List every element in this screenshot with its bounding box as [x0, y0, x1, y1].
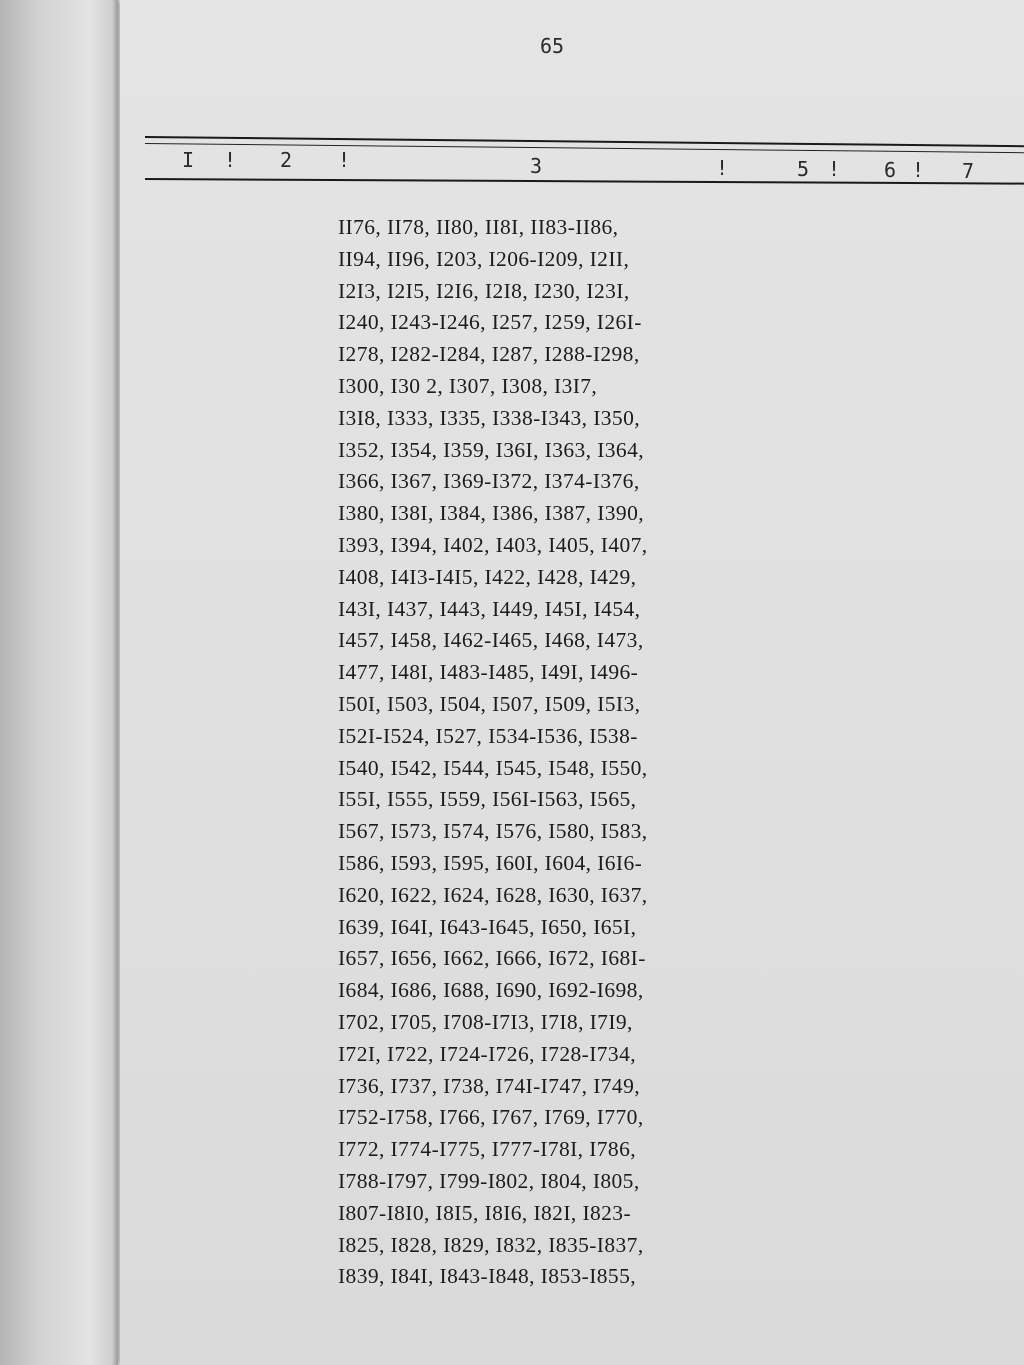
- list-line: I702, I705, I708-I7I3, I7I8, I7I9,: [338, 1009, 633, 1034]
- column-header-2: 2: [280, 148, 293, 172]
- list-line: II94, II96, I203, I206-I209, I2II,: [338, 246, 630, 271]
- column-header-5: 5: [797, 157, 810, 181]
- list-line: I240, I243-I246, I257, I259, I26I-: [338, 310, 642, 335]
- list-line: I72I, I722, I724-I726, I728-I734,: [338, 1041, 637, 1066]
- list-line: I366, I367, I369-I372, I374-I376,: [338, 469, 640, 494]
- number-list: [338, 212, 648, 1293]
- column-separator-5: !: [912, 158, 925, 182]
- list-line: I825, I828, I829, I832, I835-I837,: [338, 1232, 644, 1257]
- list-line: I620, I622, I624, I628, I630, I637,: [338, 882, 648, 907]
- list-line: I2I3, I2I5, I2I6, I2I8, I230, I23I,: [338, 278, 630, 303]
- list-line: I50I, I503, I504, I507, I509, I5I3,: [338, 691, 641, 716]
- list-line: I300, I30 2, I307, I308, I3I7,: [338, 373, 598, 398]
- list-line: I3I8, I333, I335, I338-I343, I350,: [338, 405, 641, 430]
- column-header-7: 7: [962, 159, 975, 183]
- list-line: I393, I394, I402, I403, I405, I407,: [338, 532, 648, 557]
- list-line: I839, I84I, I843-I848, I853-I855,: [338, 1264, 637, 1289]
- list-line: I352, I354, I359, I36I, I363, I364,: [338, 437, 644, 462]
- list-line: I278, I282-I284, I287, I288-I298,: [338, 342, 640, 367]
- list-line: I752-I758, I766, I767, I769, I770,: [338, 1105, 644, 1130]
- column-separator-3: !: [716, 156, 729, 180]
- left-page-edge: [0, 0, 118, 1365]
- list-line: I807-I8I0, I8I5, I8I6, I82I, I823-: [338, 1200, 632, 1225]
- list-line: I772, I774-I775, I777-I78I, I786,: [338, 1137, 637, 1162]
- list-line: I408, I4I3-I4I5, I422, I428, I429,: [338, 564, 637, 589]
- list-line: I52I-I524, I527, I534-I536, I538-: [338, 723, 638, 748]
- list-line: I639, I64I, I643-I645, I650, I65I,: [338, 914, 637, 939]
- list-line: I380, I38I, I384, I386, I387, I390,: [338, 501, 644, 526]
- list-line: II76, II78, II80, II8I, II83-II86,: [338, 215, 619, 239]
- column-separator-2: !: [338, 148, 351, 172]
- list-line: I657, I656, I662, I666, I672, I68I-: [338, 946, 646, 971]
- list-line: I684, I686, I688, I690, I692-I698,: [338, 978, 644, 1003]
- list-line: I540, I542, I544, I545, I548, I550,: [338, 755, 648, 780]
- list-line: I55I, I555, I559, I56I-I563, I565,: [338, 787, 637, 812]
- list-line: I567, I573, I574, I576, I580, I583,: [338, 819, 648, 844]
- page-number: 65: [540, 34, 565, 58]
- list-line: I586, I593, I595, I60I, I604, I6I6-: [338, 850, 643, 875]
- column-separator-4: !: [828, 157, 841, 181]
- column-header-6: 6: [884, 158, 897, 182]
- list-line: I477, I48I, I483-I485, I49I, I496-: [338, 660, 639, 685]
- list-line: I788-I797, I799-I802, I804, I805,: [338, 1168, 640, 1193]
- column-header-1: I: [182, 148, 195, 172]
- list-line: I43I, I437, I443, I449, I45I, I454,: [338, 596, 641, 621]
- column-header-3: 3: [530, 154, 543, 178]
- list-line: I736, I737, I738, I74I-I747, I749,: [338, 1073, 641, 1098]
- column-separator-1: !: [224, 148, 237, 172]
- list-line: I457, I458, I462-I465, I468, I473,: [338, 628, 644, 653]
